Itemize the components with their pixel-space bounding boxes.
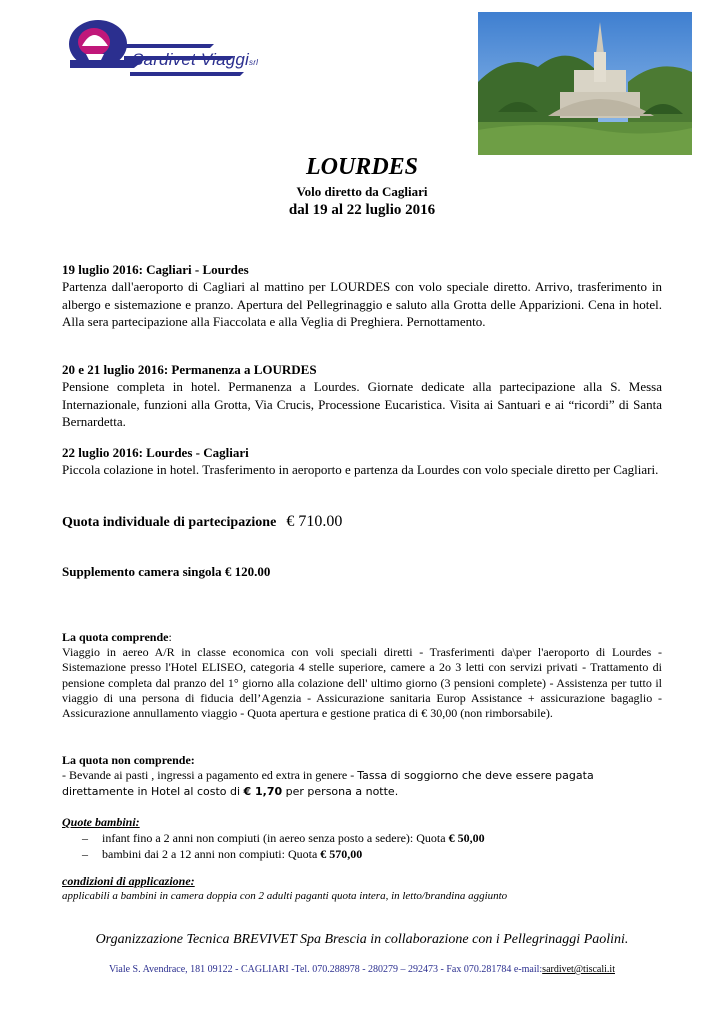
itinerary-day-text: Partenza dall'aeroporto di Cagliari al mattino per LOURDES con volo speciale diretto. Arrivo, trasferimento in albergo e sistemazione e pranzo. Apertura del Pellegrinaggio e saluto alla Grotta delle Apparizioni. Cena in hotel. Alla sera partecipazione alla Fiaccolata e alla Veglia di Preghiera. Pernottamento. [62,279,662,330]
excludes-line-1a: - Bevande ai pasti , ingressi a pagamento ed extra in genere - [62,768,358,783]
trip-dates: dal 19 al 22 luglio 2016 [288,202,436,218]
itinerary-day-text: Pensione completa in hotel. Permanenza a Lourdes. Giornate dedicate alla partecipazione alla S. Messa Internazionale, funzioni alla Grotta, Via Crucis, Processione Eucaristica. Visita ai Santuari e ai “ricordi” di Santa Bernardetta. [62,379,662,430]
conditions-text: applicabili a bambini in camera doppia con 2 adulti paganti quota intera, in letto/brandina aggiunto [62,890,508,902]
itinerary-day-1 [62,261,662,331]
itinerary-day-2 [62,361,662,431]
quota-line [62,513,342,531]
itinerary-day-text: Piccola colazione in hotel. Trasferimento in aeroporto e partenza da Lourdes con volo speciale diretto per Cagliari. [62,462,659,478]
footer-address: Viale S. Avendrace, 181 09122 - CAGLIARI -Tel. 070.288978 - 280279 – 292473 - Fax 070.281784 e-mail: [109,964,543,975]
excludes-section [62,753,662,800]
children-price: € 50,00 [448,831,485,845]
includes-section: La quota comprende: Viaggio in aereo A/R in classe economica con voli speciali diretti - Trasferimenti da\per l'aeroporto di Lourdes - Sistemazione presso l'Hotel ELISEO, categoria 4 stelle superiore, camere a 2o 3 letti con servizi privati - Trattamento di pensione completa dal pranzo del 1° giorno alla colazione dell' ultimo giorno (3 pensioni complete) - Assistenza per tutto il viaggio di una persona di fiducia dell’Agenzia - Assicurazione sanitaria Europ Assistance + assicurazione bagaglio - Assicurazione annullamento viaggio - Quota apertura e gestione pratica di € 30,00 (non rimborsabile). [62,630,662,721]
footer-email-link[interactable]: sardivet@tiscali.it [542,964,615,975]
itinerary-day-heading: 22 luglio 2016: Lourdes - Cagliari [62,445,249,460]
logo-text: Sardivet Viaggisrl [132,50,259,69]
children-heading: Quote bambini: [62,815,140,829]
footer-contacts [0,964,724,975]
itinerary-day-heading: 20 e 21 luglio 2016: Permanenza a LOURDES [62,362,317,377]
page-title: LOURDES [305,154,419,180]
children-price: € 570,00 [320,847,363,861]
excludes-line-1b: Tassa di soggiorno che deve essere pagata [357,769,594,783]
organization-note: Organizzazione Tecnica BREVIVET Spa Brescia in collaborazione con i Pellegrinaggi Paolini. [95,932,629,947]
conditions-heading: condizioni di applicazione: [62,874,195,888]
quota-price: € 710.00 [286,513,343,530]
tax-amount: € 1,70 [243,785,283,799]
quota-label: Quota individuale di partecipazione [62,515,277,530]
lourdes-basilica-photo [478,12,692,155]
page-subtitle: Volo diretto da Cagliari [296,184,428,199]
includes-heading: La quota comprende [62,630,169,644]
excludes-line-2a: direttamente in Hotel al costo di [62,785,244,799]
includes-text: Viaggio in aereo A/R in classe economica con voli speciali diretti - Trasferimenti da\per l'aeroporto di Lourdes - Sistemazione presso l'Hotel ELISEO, categoria 4 stelle superiore, camere a 2o 3 letti con servizi privati - Trattamento di pensione completa dal pranzo del 1° giorno alla colazione dell' ultimo giorno (3 pensioni complete) - Assistenza per tutto il viaggio di una persona di fiducia dell’Agenzia - Assicurazione sanitaria Europ Assistance + assicurazione bagaglio - Assicurazione annullamento viaggio - Quota apertura e gestione pratica di € 30,00 (non rimborsabile). [62,645,662,721]
children-item: – infant fino a 2 anni non compiuti (in aereo senza posto a sedere): Quota € 50,00 [82,831,485,845]
single-room-supplement: Supplemento camera singola € 120.00 [62,564,271,579]
itinerary-day-heading: 19 luglio 2016: Cagliari - Lourdes [62,262,249,277]
excludes-line-2b: per persona a notte. [282,785,399,799]
excludes-heading: La quota non comprende: [62,753,195,767]
children-item: – bambini dai 2 a 12 anni non compiuti: Quota € 570,00 [82,847,363,861]
itinerary-day-3 [62,444,662,479]
